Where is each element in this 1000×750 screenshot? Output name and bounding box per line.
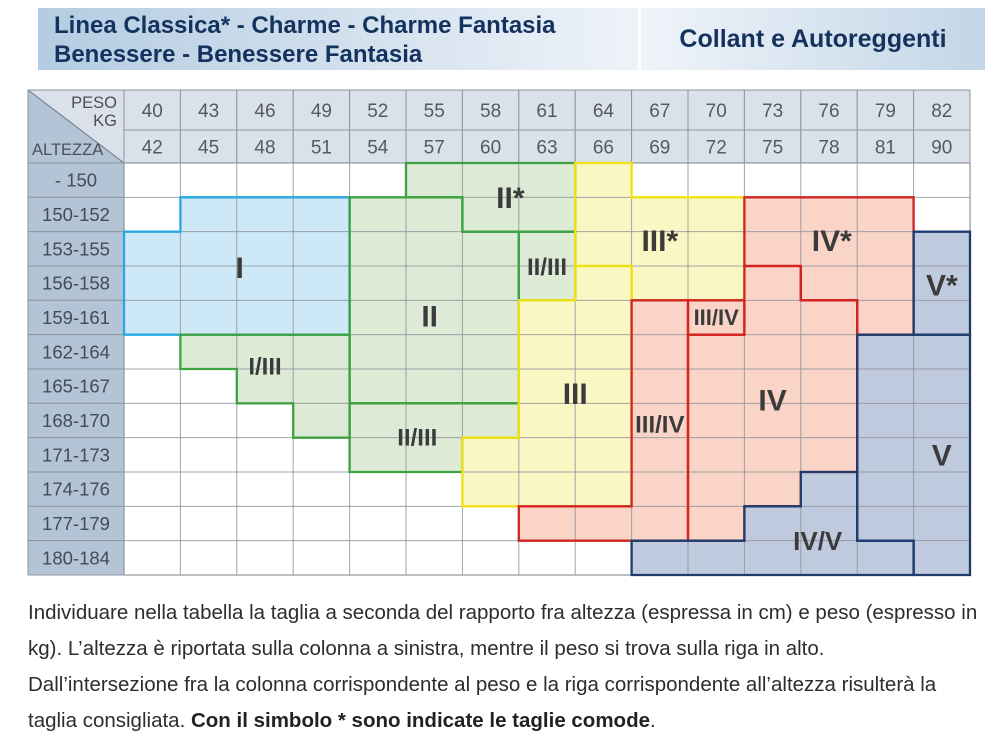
size-region-label-II: II [421, 300, 439, 334]
weight-value: 58 [480, 101, 502, 122]
weight-value: 57 [423, 137, 445, 159]
weight-value: 63 [536, 137, 558, 159]
size-region-label-V-star: V* [925, 269, 958, 303]
product-lines-line2: Benessere - Benessere Fantasia [54, 41, 423, 68]
weight-value: 43 [198, 101, 220, 122]
height-value: 180-184 [42, 547, 110, 569]
weight-value: 66 [592, 137, 614, 159]
weight-value: 45 [198, 137, 220, 159]
weight-value: 72 [705, 137, 727, 159]
weight-value: 78 [818, 137, 840, 159]
height-value: 156-158 [42, 272, 110, 294]
weight-value: 90 [931, 137, 953, 159]
weight-value: 82 [931, 101, 953, 122]
weight-axis-label: PESO [71, 94, 117, 112]
height-value: 171-173 [42, 444, 110, 466]
weight-value: 51 [310, 137, 332, 159]
footer-text-bold: Con il simbolo * sono indicate le taglie comode [190, 709, 651, 732]
size-region-label-I: I [235, 252, 244, 286]
height-value: 177-179 [42, 513, 110, 534]
size-region-label-III-IV-box: III/IV [693, 305, 739, 331]
weight-value: 73 [762, 101, 784, 122]
weight-value: 75 [762, 137, 784, 159]
height-value: 150-152 [42, 204, 110, 225]
size-region-label-III-star: III* [641, 224, 679, 258]
size-region-label-III-IV-tall: III/IV [635, 411, 685, 439]
size-region-label-IV-star: IV* [811, 224, 852, 258]
size-region-label-I-III: I/III [248, 353, 282, 381]
weight-value: 60 [480, 137, 502, 159]
footer-instructions [28, 595, 978, 739]
weight-value: 42 [141, 137, 163, 159]
height-value: - 150 [54, 169, 98, 191]
footer-text-regular: Individuare nella tabella la taglia a seconda del rapporto fra altezza (espressa in cm) e peso (espresso in kg). L’altezza è riportata sulla colonna a sinistra, mentre il peso si trova sulla riga in alto. Dall’intersezione fra la colonna corrispondente al peso e la riga corrispondente all’altezza risulterà la taglia consigliata. [28, 601, 978, 732]
weight-value: 70 [705, 101, 727, 122]
size-region-label-III: III [562, 378, 588, 412]
height-value: 153-155 [42, 238, 110, 260]
height-axis-label: ALTEZZA [32, 141, 104, 159]
weight-value: 67 [649, 101, 671, 122]
height-value: 165-167 [42, 375, 110, 397]
category-title: Collant e Autoreggenti [679, 24, 947, 53]
weight-value: 81 [874, 137, 896, 159]
height-value: 174-176 [42, 478, 110, 500]
weight-value: 54 [367, 137, 389, 159]
size-region-label-II-III-lower: II/III [397, 424, 438, 452]
weight-value: 79 [874, 101, 896, 122]
weight-value: 48 [254, 137, 276, 159]
weight-value: 46 [254, 101, 276, 122]
footer-text-period: . [650, 709, 656, 732]
product-lines-line1: Linea Classica* - Charme - Charme Fantasia [54, 12, 556, 39]
size-region-label-V: V [931, 439, 952, 473]
weight-value: 52 [367, 101, 389, 122]
weight-value: 40 [141, 101, 163, 122]
size-region-label-IV: IV [758, 384, 787, 418]
weight-value: 61 [536, 101, 558, 122]
size-region-label-II-III-upper: II/III [526, 254, 568, 282]
weight-value: 49 [310, 101, 332, 122]
height-value: 168-170 [42, 410, 110, 431]
height-value: 162-164 [42, 341, 110, 363]
weight-value: 55 [423, 101, 445, 122]
weight-value: 69 [649, 137, 671, 159]
height-value: 159-161 [42, 307, 110, 328]
size-region-label-II-star: II* [496, 181, 525, 215]
weight-value: 76 [818, 101, 840, 122]
weight-value: 64 [592, 101, 614, 122]
size-region-label-IV-V: IV/V [793, 525, 843, 556]
weight-axis-unit: KG [93, 112, 117, 130]
